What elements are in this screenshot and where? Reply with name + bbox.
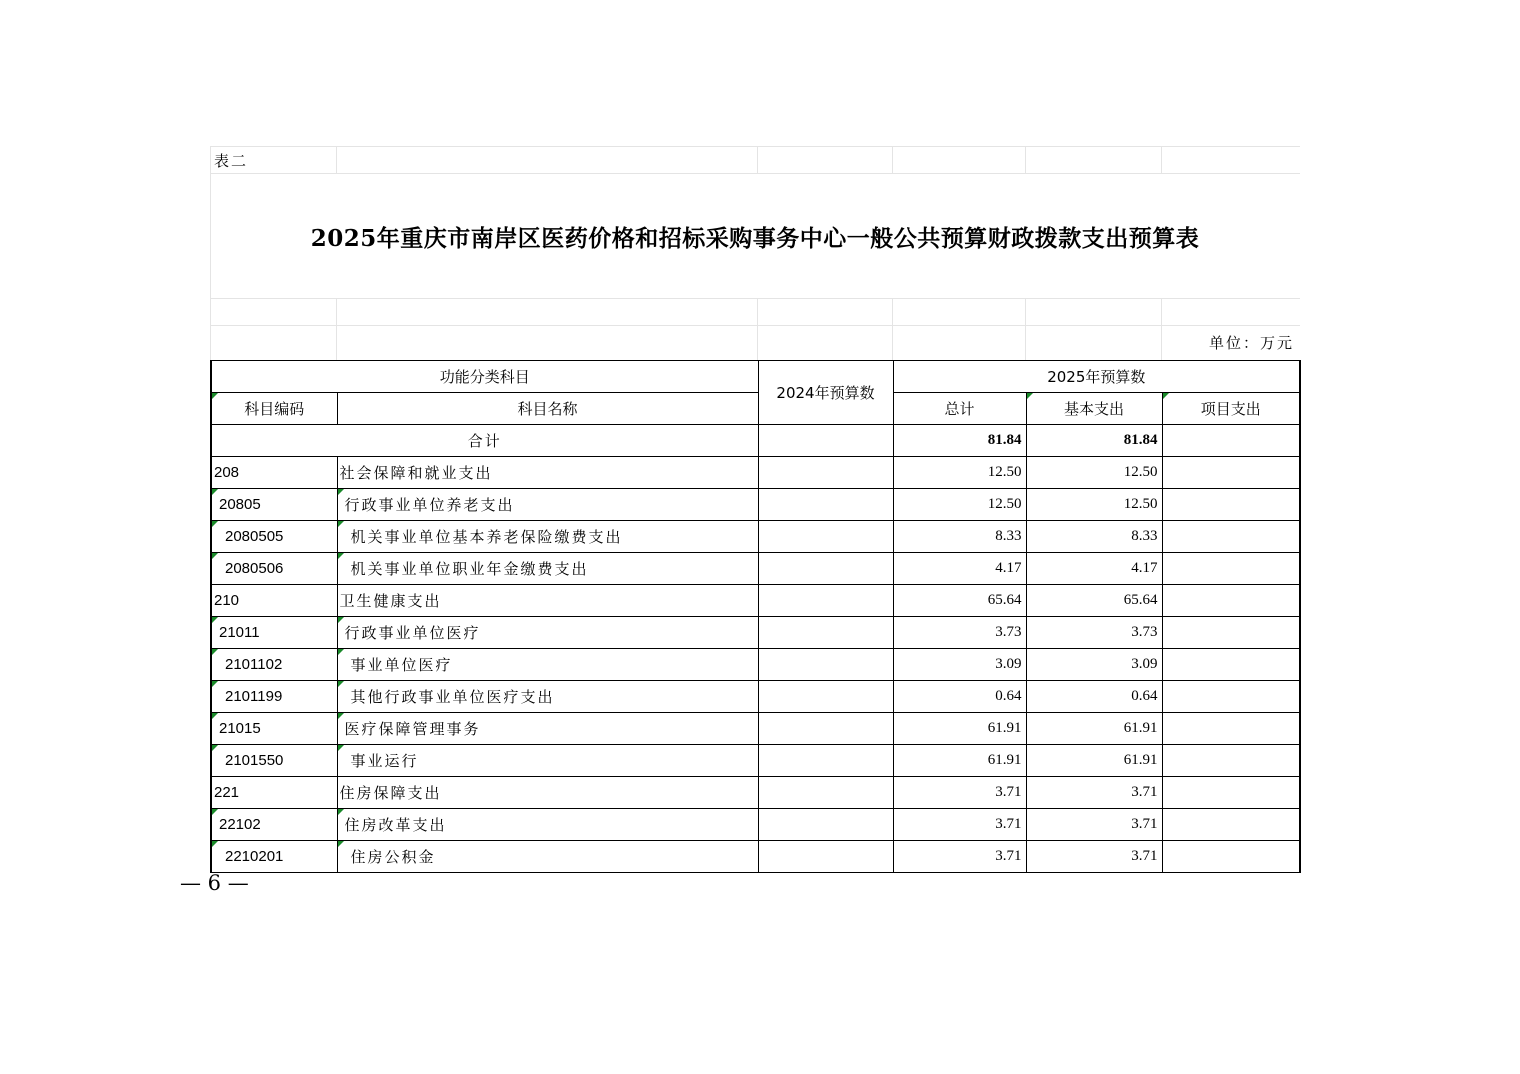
row-project [1162, 617, 1300, 649]
row-code: 221 [211, 777, 337, 809]
row-2024 [758, 521, 893, 553]
row-project [1162, 585, 1300, 617]
table-row [211, 777, 1300, 809]
table-row [211, 553, 1300, 585]
header-2025-budget: 2025年预算数 [893, 361, 1300, 393]
row-code: 21011 [211, 617, 337, 649]
table-row [211, 681, 1300, 713]
table-row [211, 457, 1300, 489]
row-project [1162, 457, 1300, 489]
table-row [211, 521, 1300, 553]
row-basic: 8.33 [1026, 521, 1162, 553]
row-code: 2210201 [211, 841, 337, 873]
header-2024-budget: 2024年预算数 [758, 361, 893, 425]
row-total: 3.71 [893, 777, 1026, 809]
row-basic: 3.71 [1026, 809, 1162, 841]
row-name: 机关事业单位职业年金缴费支出 [337, 553, 758, 585]
budget-table [210, 360, 1301, 873]
row-basic: 0.64 [1026, 681, 1162, 713]
row-project [1162, 841, 1300, 873]
page-number: — 6 — [180, 871, 249, 895]
row-basic: 3.71 [1026, 841, 1162, 873]
row-project [1162, 521, 1300, 553]
row-code: 2101550 [211, 745, 337, 777]
row-2024 [758, 809, 893, 841]
row-code: 21015 [211, 713, 337, 745]
row-name: 卫生健康支出 [337, 585, 758, 617]
total-total: 81.84 [893, 425, 1026, 457]
unit-label: 单位：万元 [1208, 334, 1294, 352]
header-functional-category: 功能分类科目 [211, 361, 758, 393]
row-total: 61.91 [893, 745, 1026, 777]
table-row [211, 841, 1300, 873]
row-total: 0.64 [893, 681, 1026, 713]
row-name: 住房保障支出 [337, 777, 758, 809]
header-basic-expenditure: 基本支出 [1026, 393, 1162, 425]
row-code: 208 [211, 457, 337, 489]
row-2024 [758, 617, 893, 649]
row-2024 [758, 713, 893, 745]
row-code: 210 [211, 585, 337, 617]
table-row [211, 745, 1300, 777]
row-total: 61.91 [893, 713, 1026, 745]
table-row [211, 489, 1300, 521]
total-label: 合计 [211, 425, 758, 457]
total-2024 [758, 425, 893, 457]
row-project [1162, 489, 1300, 521]
row-basic: 4.17 [1026, 553, 1162, 585]
row-project [1162, 681, 1300, 713]
row-basic: 65.64 [1026, 585, 1162, 617]
row-2024 [758, 457, 893, 489]
table-row [211, 649, 1300, 681]
row-total: 3.71 [893, 809, 1026, 841]
row-total: 8.33 [893, 521, 1026, 553]
total-row [211, 425, 1300, 457]
table-row [211, 585, 1300, 617]
document-title: 2025年重庆市南岸区医药价格和招标采购事务中心一般公共预算财政拨款支出预算表 [310, 225, 1200, 252]
row-total: 65.64 [893, 585, 1026, 617]
row-2024 [758, 745, 893, 777]
row-total: 3.71 [893, 841, 1026, 873]
row-total: 4.17 [893, 553, 1026, 585]
row-basic: 61.91 [1026, 713, 1162, 745]
header-total: 总计 [893, 393, 1026, 425]
row-name: 事业运行 [337, 745, 758, 777]
row-basic: 12.50 [1026, 457, 1162, 489]
table-row [211, 617, 1300, 649]
row-2024 [758, 553, 893, 585]
row-name: 住房公积金 [337, 841, 758, 873]
row-project [1162, 777, 1300, 809]
row-2024 [758, 585, 893, 617]
row-name: 行政事业单位医疗 [337, 617, 758, 649]
row-project [1162, 745, 1300, 777]
row-basic: 12.50 [1026, 489, 1162, 521]
header-project-expenditure: 项目支出 [1162, 393, 1300, 425]
row-total: 3.73 [893, 617, 1026, 649]
row-total: 12.50 [893, 489, 1026, 521]
row-2024 [758, 777, 893, 809]
row-name: 医疗保障管理事务 [337, 713, 758, 745]
row-code: 22102 [211, 809, 337, 841]
row-name: 行政事业单位养老支出 [337, 489, 758, 521]
row-project [1162, 713, 1300, 745]
row-basic: 3.73 [1026, 617, 1162, 649]
row-project [1162, 809, 1300, 841]
table-row [211, 809, 1300, 841]
row-code: 2080505 [211, 521, 337, 553]
table-row [211, 713, 1300, 745]
row-2024 [758, 649, 893, 681]
sheet-gridlines [210, 146, 1300, 360]
header-subject-code: 科目编码 [211, 393, 337, 425]
row-name: 其他行政事业单位医疗支出 [337, 681, 758, 713]
row-name: 住房改革支出 [337, 809, 758, 841]
row-project [1162, 553, 1300, 585]
row-name: 机关事业单位基本养老保险缴费支出 [337, 521, 758, 553]
row-code: 2101199 [211, 681, 337, 713]
row-2024 [758, 489, 893, 521]
row-basic: 61.91 [1026, 745, 1162, 777]
total-project [1162, 425, 1300, 457]
row-code: 2101102 [211, 649, 337, 681]
total-basic: 81.84 [1026, 425, 1162, 457]
row-total: 12.50 [893, 457, 1026, 489]
row-total: 3.09 [893, 649, 1026, 681]
row-basic: 3.09 [1026, 649, 1162, 681]
row-code: 2080506 [211, 553, 337, 585]
header-subject-name: 科目名称 [337, 393, 758, 425]
row-2024 [758, 841, 893, 873]
row-project [1162, 649, 1300, 681]
row-basic: 3.71 [1026, 777, 1162, 809]
row-code: 20805 [211, 489, 337, 521]
row-name: 社会保障和就业支出 [337, 457, 758, 489]
row-name: 事业单位医疗 [337, 649, 758, 681]
row-2024 [758, 681, 893, 713]
table-label: 表二 [214, 152, 249, 170]
